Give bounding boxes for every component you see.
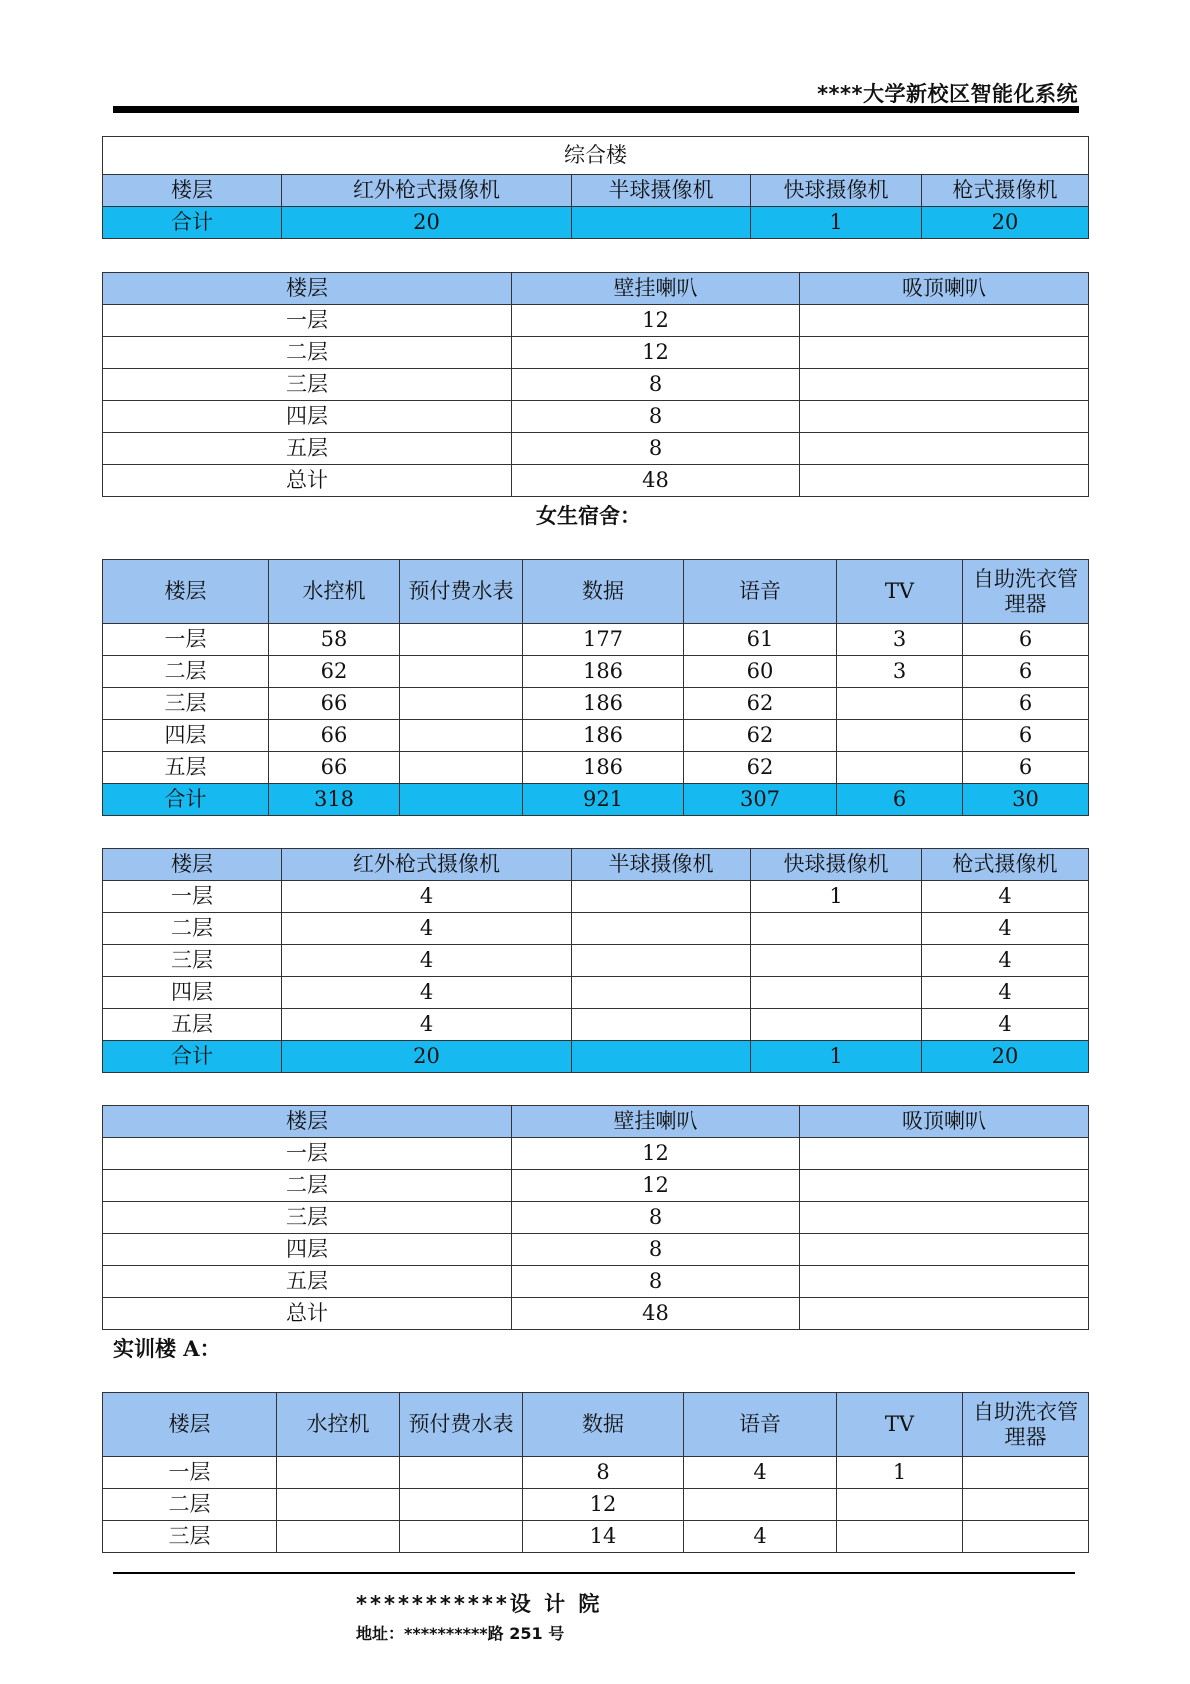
floor-cell: 四层 [103,720,269,752]
floor-cell: 三层 [103,688,269,720]
table-cell: 8 [512,433,800,465]
table-cell [800,1138,1089,1170]
table-cell: 66 [269,752,400,784]
table-cell [837,752,963,784]
table-cell: 58 [269,624,400,656]
table-cell: 3 [837,624,963,656]
table-cell: 6 [963,752,1089,784]
training-building-equipment-table [102,1392,1089,1553]
col-header: 自助洗衣管理器 [963,560,1089,624]
table-cell [277,1521,400,1553]
col-header: 吸顶喇叭 [800,1106,1089,1138]
table-cell [800,369,1089,401]
col-header: 枪式摄像机 [922,849,1089,881]
table-cell [400,752,523,784]
col-header: TV [837,1393,963,1457]
table-cell: 8 [512,1234,800,1266]
total-cell: 合计 [103,784,269,816]
table-cell: 12 [512,305,800,337]
table-row [103,1170,1089,1202]
floor-cell: 四层 [103,977,282,1009]
table-cell: 4 [922,913,1089,945]
table-cell [800,1202,1089,1234]
table-cell [277,1489,400,1521]
table-cell [800,401,1089,433]
col-header: 语音 [684,1393,837,1457]
table-row [103,433,1089,465]
table-cell: 60 [684,656,837,688]
col-header: 楼层 [103,175,282,207]
table-cell: 4 [282,881,572,913]
table-cell [837,688,963,720]
table-row [103,1009,1089,1041]
table-cell [400,1521,523,1553]
table-row [103,656,1089,688]
table-cell: 1 [837,1457,963,1489]
col-header: 数据 [523,560,684,624]
total-cell [400,784,523,816]
col-header: 数据 [523,1393,684,1457]
header-rule [113,106,1079,113]
table-cell: 62 [684,752,837,784]
table-cell [277,1457,400,1489]
col-header: 壁挂喇叭 [512,1106,800,1138]
floor-cell: 五层 [103,1266,512,1298]
table-cell [751,945,922,977]
table-cell [800,1266,1089,1298]
table-cell: 48 [512,465,800,497]
table-cell [751,1009,922,1041]
table-row [103,720,1089,752]
table-row [103,881,1089,913]
total-cell: 20 [282,1041,572,1073]
footer-organization: ***********设 计 院 [356,1592,603,1616]
table-cell [837,720,963,752]
table-cell [751,913,922,945]
table-cell: 12 [512,1138,800,1170]
female-dorm-speaker-table [102,1105,1089,1330]
table-cell: 1 [751,881,922,913]
table-row [103,1489,1089,1521]
table-cell: 4 [922,881,1089,913]
table-cell: 48 [512,1298,800,1330]
col-header: 半球摄像机 [572,175,751,207]
total-cell: 20 [922,1041,1089,1073]
table-cell: 4 [282,977,572,1009]
footer-address: 地址：**********路 251 号 [356,1624,565,1643]
total-cell: 30 [963,784,1089,816]
floor-cell: 五层 [103,752,269,784]
total-cell: 307 [684,784,837,816]
total-cell: 合计 [103,207,282,239]
floor-cell: 四层 [103,401,512,433]
table-cell [572,881,751,913]
table-cell: 4 [922,1009,1089,1041]
table-cell: 4 [282,913,572,945]
col-header: TV [837,560,963,624]
floor-cell: 三层 [103,1202,512,1234]
floor-cell: 二层 [103,337,512,369]
col-header: 楼层 [103,1393,277,1457]
document-header-title: ****大学新校区智能化系统 [817,82,1078,106]
table-row [103,305,1089,337]
col-header: 红外枪式摄像机 [282,175,572,207]
table-row [103,1266,1089,1298]
table-row [103,401,1089,433]
total-cell: 318 [269,784,400,816]
col-header: 楼层 [103,1106,512,1138]
col-header: 枪式摄像机 [922,175,1089,207]
section-label-female-dorm: 女生宿舍： [536,503,641,528]
table-cell [800,337,1089,369]
table-row [103,945,1089,977]
table-cell [837,1489,963,1521]
col-header: 预付费水表 [400,560,523,624]
table-cell [963,1521,1089,1553]
table-cell [572,1009,751,1041]
table-cell: 14 [523,1521,684,1553]
col-header: 楼层 [103,849,282,881]
table-cell: 62 [684,720,837,752]
table-cell [400,1457,523,1489]
total-cell: 合计 [103,1041,282,1073]
table-cell [400,1489,523,1521]
floor-cell: 五层 [103,433,512,465]
table-cell: 6 [963,656,1089,688]
floor-cell: 二层 [103,913,282,945]
table-cell: 8 [512,1202,800,1234]
table-cell: 61 [684,624,837,656]
table-row [103,1234,1089,1266]
table-row [103,337,1089,369]
table-cell: 6 [963,720,1089,752]
floor-cell: 一层 [103,1138,512,1170]
col-header: 快球摄像机 [751,175,922,207]
table-cell [572,977,751,1009]
floor-cell: 总计 [103,465,512,497]
floor-cell: 二层 [103,1170,512,1202]
total-cell: 6 [837,784,963,816]
col-header: 吸顶喇叭 [800,273,1089,305]
table-cell: 186 [523,688,684,720]
table-cell [963,1457,1089,1489]
total-cell: 20 [922,207,1089,239]
table-cell: 3 [837,656,963,688]
table-row [103,1202,1089,1234]
table-cell [400,656,523,688]
floor-cell: 一层 [103,624,269,656]
complex-building-speaker-table [102,272,1089,497]
table-cell: 177 [523,624,684,656]
table-row [103,752,1089,784]
table-row [103,1457,1089,1489]
floor-cell: 二层 [103,656,269,688]
total-cell [572,1041,751,1073]
table-cell: 4 [282,945,572,977]
floor-cell: 四层 [103,1234,512,1266]
table-cell [572,945,751,977]
table-cell [572,913,751,945]
table-cell [400,624,523,656]
table-cell: 186 [523,720,684,752]
female-dorm-equipment-table [102,559,1089,816]
table-cell [800,433,1089,465]
table-cell: 8 [512,1266,800,1298]
table-row [103,913,1089,945]
table-cell: 12 [512,1170,800,1202]
table-row [103,1138,1089,1170]
total-cell: 921 [523,784,684,816]
col-header: 水控机 [269,560,400,624]
table-cell: 8 [523,1457,684,1489]
floor-cell: 三层 [103,945,282,977]
floor-cell: 总计 [103,1298,512,1330]
table-cell: 8 [512,369,800,401]
col-header: 半球摄像机 [572,849,751,881]
col-header: 楼层 [103,273,512,305]
col-header: 楼层 [103,560,269,624]
table-cell: 8 [512,401,800,433]
col-header: 自助洗衣管理器 [963,1393,1089,1457]
total-cell [572,207,751,239]
floor-cell: 一层 [103,1457,277,1489]
table-row [103,369,1089,401]
table-cell: 66 [269,688,400,720]
table-cell [800,465,1089,497]
table-cell: 4 [922,977,1089,1009]
floor-cell: 一层 [103,881,282,913]
section-label-training-building: 实训楼 A： [113,1336,221,1361]
col-header: 预付费水表 [400,1393,523,1457]
table-cell: 4 [684,1457,837,1489]
table-cell: 12 [512,337,800,369]
floor-cell: 一层 [103,305,512,337]
table-row [103,465,1089,497]
floor-cell: 二层 [103,1489,277,1521]
col-header: 快球摄像机 [751,849,922,881]
table-cell: 12 [523,1489,684,1521]
table-cell [751,977,922,1009]
table-cell: 6 [963,624,1089,656]
table-cell [400,720,523,752]
table-row [103,624,1089,656]
table-cell [800,1170,1089,1202]
table-cell [800,305,1089,337]
table-cell: 62 [684,688,837,720]
footer-rule [113,1572,1075,1574]
floor-cell: 三层 [103,369,512,401]
complex-building-camera-table [102,136,1089,239]
col-header: 语音 [684,560,837,624]
table-cell: 66 [269,720,400,752]
table-cell: 186 [523,752,684,784]
table-cell: 6 [963,688,1089,720]
col-header: 水控机 [277,1393,400,1457]
floor-cell: 三层 [103,1521,277,1553]
table-cell: 4 [922,945,1089,977]
table-cell [400,688,523,720]
table-cell [800,1234,1089,1266]
table-cell: 62 [269,656,400,688]
table-row [103,688,1089,720]
female-dorm-camera-table [102,848,1089,1073]
table-cell [837,1521,963,1553]
table-cell: 4 [684,1521,837,1553]
table-cell: 186 [523,656,684,688]
col-header: 壁挂喇叭 [512,273,800,305]
col-header: 红外枪式摄像机 [282,849,572,881]
table-cell [963,1489,1089,1521]
total-cell: 1 [751,1041,922,1073]
table-row [103,977,1089,1009]
floor-cell: 五层 [103,1009,282,1041]
total-cell: 1 [751,207,922,239]
table-cell [800,1298,1089,1330]
table-cell: 4 [282,1009,572,1041]
table-cell [684,1489,837,1521]
table-caption: 综合楼 [103,137,1089,175]
total-cell: 20 [282,207,572,239]
table-row [103,1521,1089,1553]
table-row [103,1298,1089,1330]
